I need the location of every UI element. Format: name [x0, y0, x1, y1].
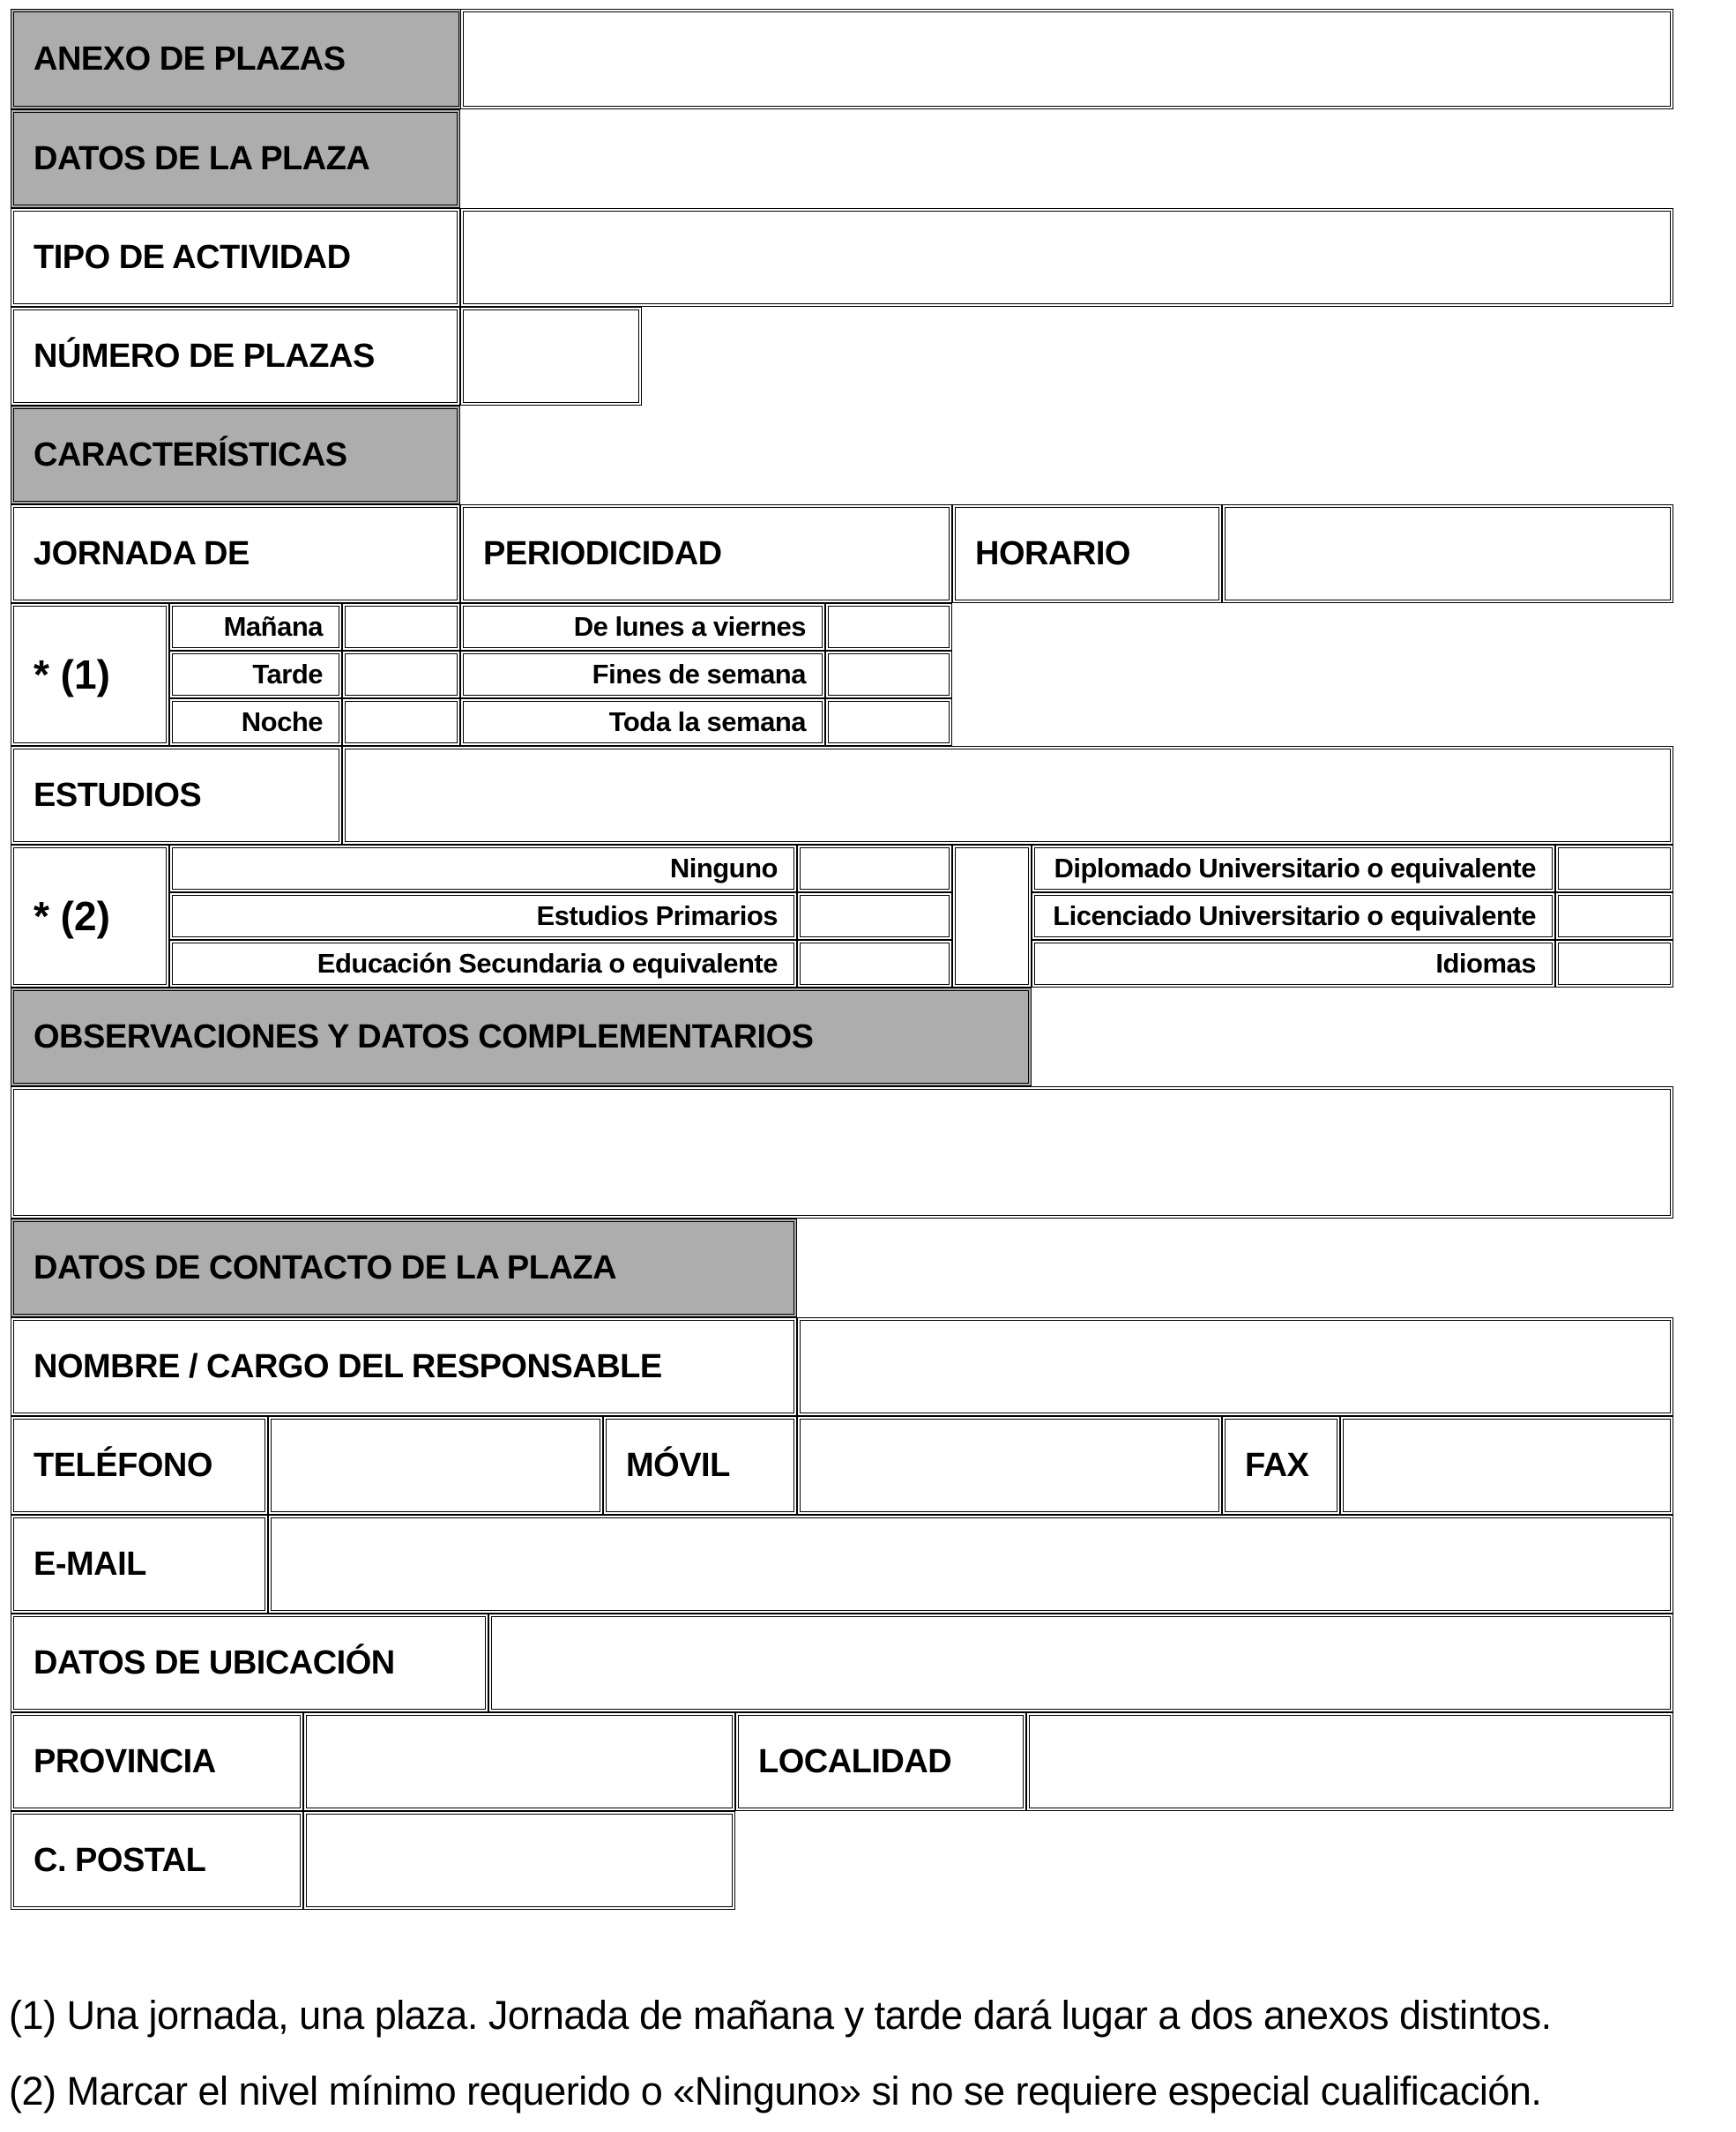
provincia-label: PROVINCIA [11, 1712, 303, 1811]
periodicidad-checkbox-toda-semana[interactable] [825, 698, 952, 746]
anexo-de-plazas-field[interactable] [460, 9, 1673, 109]
estudios-option-ninguno: Ninguno [169, 845, 797, 892]
estudios-option-diplomado: Diplomado Universitario o equivalente [1032, 845, 1555, 892]
tipo-de-actividad-field[interactable] [460, 208, 1673, 307]
estudios-checkbox-idiomas[interactable] [1555, 940, 1673, 988]
horario-label: HORARIO [952, 504, 1222, 603]
jornada-option-noche: Noche [169, 698, 342, 746]
fax-label: FAX [1222, 1416, 1340, 1515]
periodicidad-checkbox-lunes-viernes[interactable] [825, 603, 952, 651]
estudios-checkbox-secundaria[interactable] [797, 940, 952, 988]
numero-de-plazas-field[interactable] [460, 307, 642, 406]
estudios-field[interactable] [342, 746, 1673, 845]
mark-1-label: * (1) [11, 603, 169, 746]
datos-contacto-label: DATOS DE CONTACTO DE LA PLAZA [11, 1219, 797, 1317]
provincia-field[interactable] [303, 1712, 735, 1811]
jornada-checkbox-noche[interactable] [342, 698, 460, 746]
estudios-checkbox-ninguno[interactable] [797, 845, 952, 892]
periodicidad-option-fines-semana: Fines de semana [460, 651, 825, 698]
estudios-label: ESTUDIOS [11, 746, 342, 845]
email-label: E-MAIL [11, 1515, 268, 1614]
nombre-cargo-field[interactable] [797, 1317, 1673, 1416]
movil-label: MÓVIL [603, 1416, 797, 1515]
localidad-field[interactable] [1026, 1712, 1673, 1811]
periodicidad-option-lunes-viernes: De lunes a viernes [460, 603, 825, 651]
jornada-checkbox-manana[interactable] [342, 603, 460, 651]
anexo-de-plazas-label: ANEXO DE PLAZAS [11, 9, 462, 109]
estudios-option-licenciado: Licenciado Universitario o equivalente [1032, 892, 1555, 940]
email-field[interactable] [268, 1515, 1673, 1614]
periodicidad-checkbox-fines-semana[interactable] [825, 651, 952, 698]
jornada-de-label: JORNADA DE [11, 504, 460, 603]
movil-field[interactable] [797, 1416, 1222, 1515]
c-postal-label: C. POSTAL [11, 1811, 303, 1910]
jornada-checkbox-tarde[interactable] [342, 651, 460, 698]
localidad-label: LOCALIDAD [735, 1712, 1026, 1811]
datos-de-la-plaza-label: DATOS DE LA PLAZA [11, 109, 460, 208]
tipo-de-actividad-label: TIPO DE ACTIVIDAD [11, 208, 460, 307]
mark-2-label: * (2) [11, 845, 169, 988]
datos-ubicacion-field[interactable] [488, 1614, 1673, 1712]
horario-field[interactable] [1222, 504, 1673, 603]
telefono-label: TELÉFONO [11, 1416, 268, 1515]
observaciones-field[interactable] [11, 1086, 1673, 1219]
footnote-1: (1) Una jornada, una plaza. Jornada de mañana y tarde dará lugar a dos anexos distintos. [9, 1993, 1552, 2038]
datos-ubicacion-label: DATOS DE UBICACIÓN [11, 1614, 488, 1712]
estudios-option-idiomas: Idiomas [1032, 940, 1555, 988]
estudios-checkbox-licenciado[interactable] [1555, 892, 1673, 940]
jornada-option-tarde: Tarde [169, 651, 342, 698]
estudios-option-secundaria: Educación Secundaria o equivalente [169, 940, 797, 988]
estudios-spacer [952, 845, 1032, 988]
numero-de-plazas-label: NÚMERO DE PLAZAS [11, 307, 460, 406]
c-postal-field[interactable] [303, 1811, 735, 1910]
footnote-2: (2) Marcar el nivel mínimo requerido o «Ninguno» si no se requiere especial cualificación. [9, 2069, 1542, 2113]
estudios-checkbox-primarios[interactable] [797, 892, 952, 940]
estudios-option-primarios: Estudios Primarios [169, 892, 797, 940]
observaciones-label: OBSERVACIONES Y DATOS COMPLEMENTARIOS [11, 988, 1032, 1086]
periodicidad-option-toda-semana: Toda la semana [460, 698, 825, 746]
estudios-checkbox-diplomado[interactable] [1555, 845, 1673, 892]
telefono-field[interactable] [268, 1416, 603, 1515]
fax-field[interactable] [1340, 1416, 1673, 1515]
periodicidad-label: PERIODICIDAD [460, 504, 952, 603]
jornada-option-manana: Mañana [169, 603, 342, 651]
nombre-cargo-label: NOMBRE / CARGO DEL RESPONSABLE [11, 1317, 797, 1416]
caracteristicas-label: CARACTERÍSTICAS [11, 406, 460, 504]
